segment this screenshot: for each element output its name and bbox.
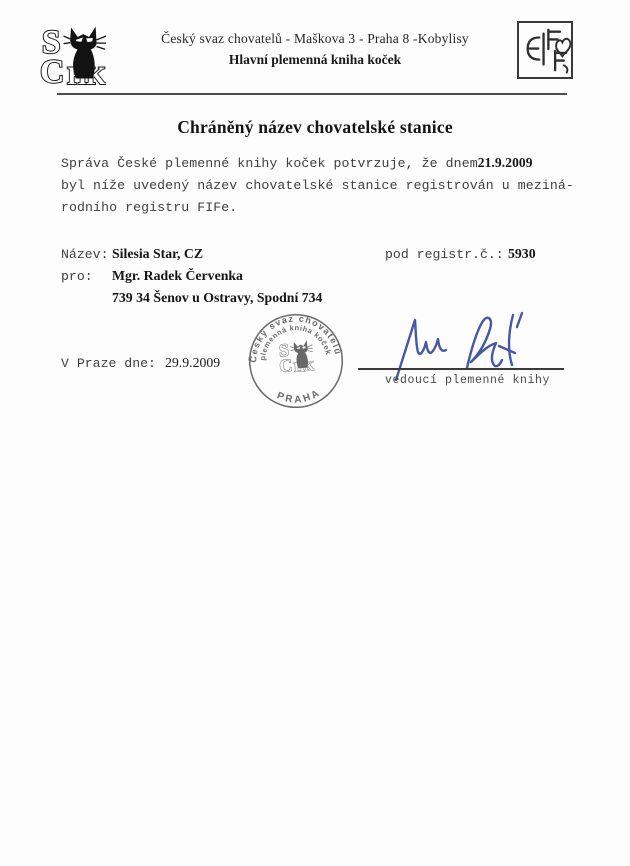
registration-date: 21.9.2009	[477, 155, 533, 170]
department-name: Hlavní plemenná kniha koček	[228, 52, 402, 67]
signature-caption: vedoucí plemenné knihy	[385, 374, 551, 387]
stamp-cat-logo-icon	[277, 338, 315, 376]
name-label: Název:	[61, 247, 109, 262]
body-paragraph	[61, 152, 581, 219]
body-line-1-text: Správa České plemenné knihy koček potvrzuje, že dnem	[61, 156, 478, 171]
header-divider	[57, 93, 567, 95]
round-stamp-icon	[231, 296, 361, 426]
organization-name: Český svaz chovatelů - Maškova 3 - Praha 8 -Kobylisy	[161, 31, 469, 46]
letterhead	[120, 31, 510, 68]
body-line-2: byl níže uvedený název chovatelské stanice registrován u meziná-	[61, 178, 574, 193]
csch-cat-logo-icon	[38, 21, 106, 87]
stamp-bottom-text: PRAHA	[275, 386, 324, 406]
signature-line	[358, 368, 564, 370]
owner-address: 739 34 Šenov u Ostravy, Spodní 734	[112, 290, 323, 305]
body-line-3: rodního registru FIFe.	[61, 200, 238, 215]
issue-date: 29.9.2009	[165, 355, 221, 370]
document-title: Chráněný název chovatelské stanice	[177, 117, 453, 137]
registration-number-value: 5930	[508, 246, 536, 261]
fife-logo-icon	[519, 23, 571, 77]
stamp-outer-text: Český svaz chovatelů	[248, 313, 344, 363]
svg-text:Český svaz chovatelů	[243, 309, 343, 363]
fife-logo-box	[517, 21, 573, 79]
owner-name-value: Mgr. Radek Červenka	[112, 268, 243, 283]
cattery-name-value: Silesia Star, CZ	[112, 246, 204, 261]
owner-label: pro:	[61, 269, 93, 284]
signature-icon	[372, 308, 572, 382]
registration-number-label: pod registr.č.:	[385, 247, 504, 262]
stamp-inner-text: plemenná kniha koček	[257, 323, 334, 361]
body-line-1	[61, 152, 581, 175]
place-date-label: V Praze dne:	[61, 356, 156, 371]
